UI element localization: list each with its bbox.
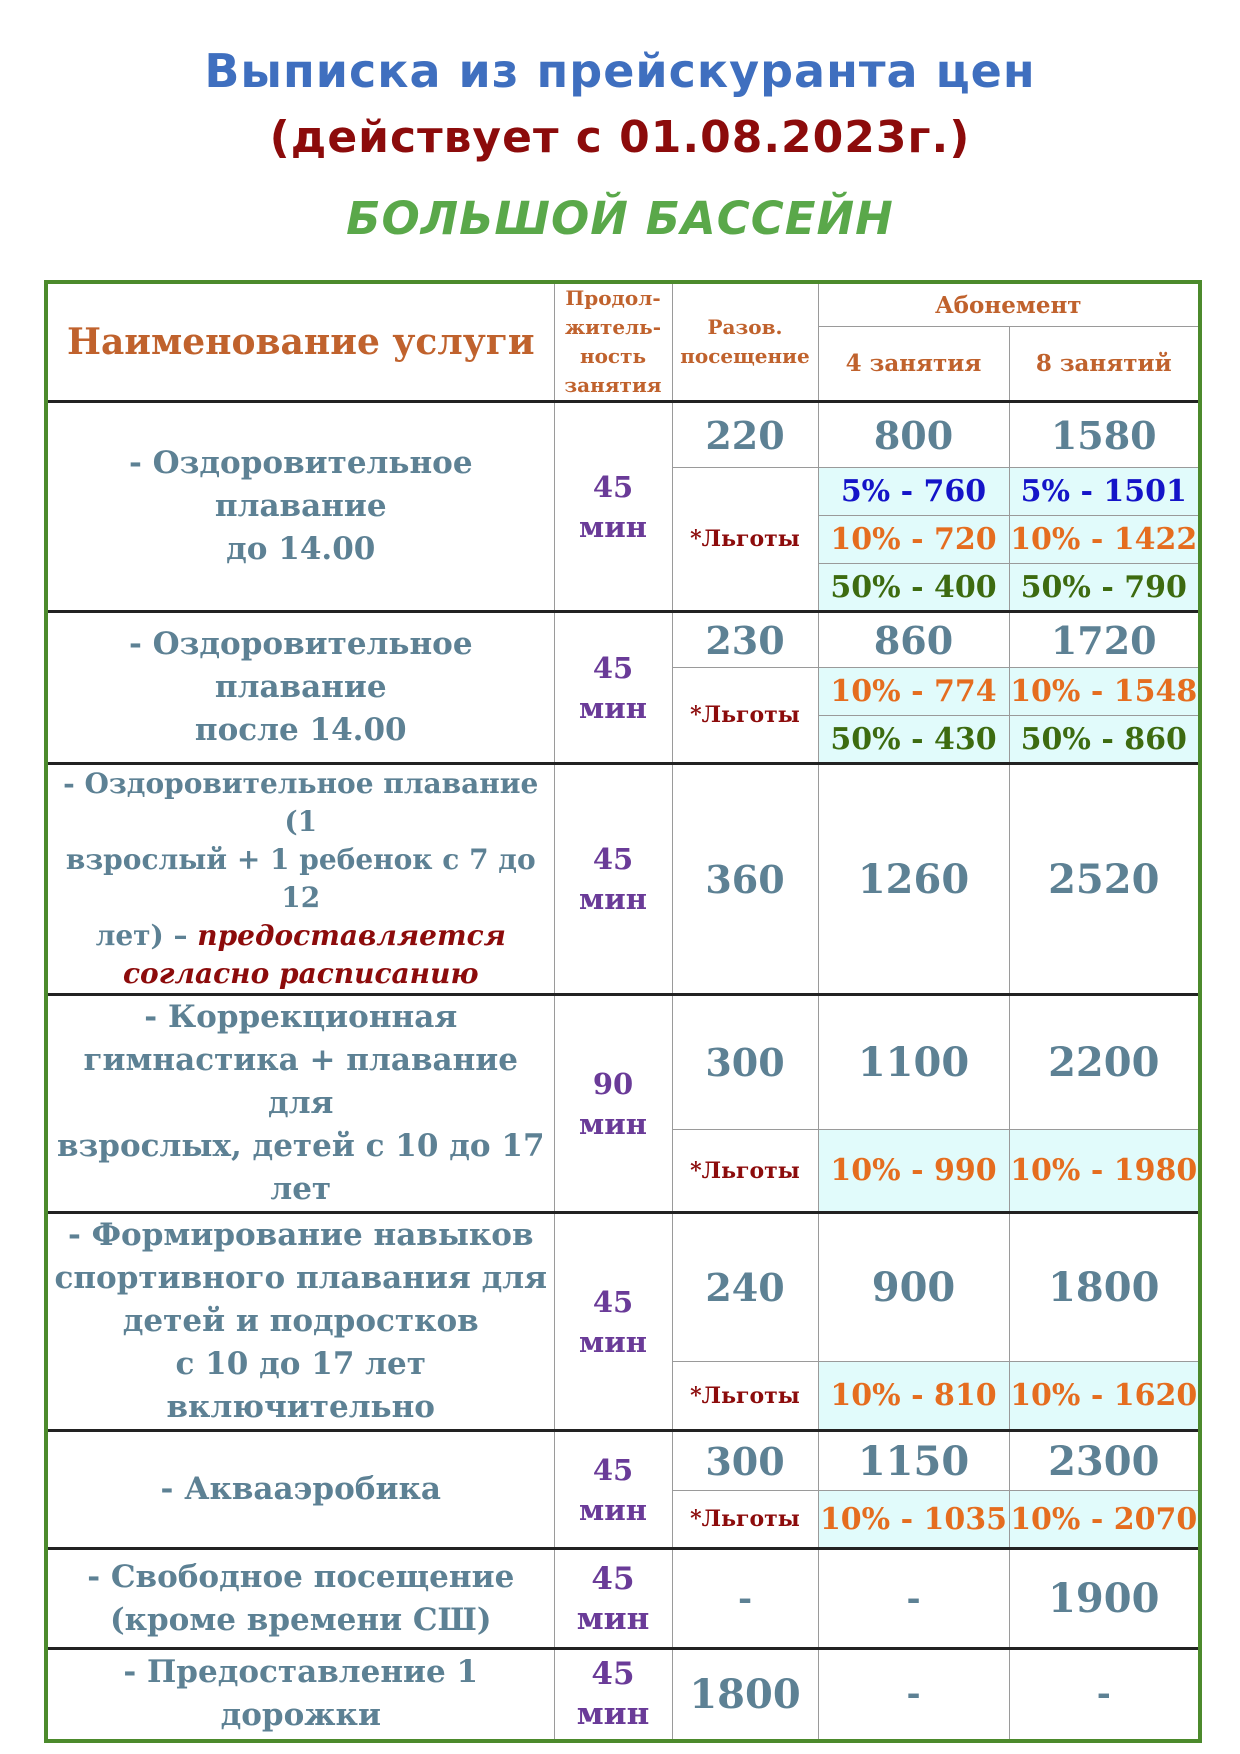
service-name-line: - Предоставление 1 дорожки <box>123 1654 479 1734</box>
discount-percent: 10% <box>830 1153 901 1189</box>
sub4-price: 860 <box>818 612 1009 668</box>
table-row <box>46 612 1200 668</box>
duration-value: 45 <box>592 650 634 685</box>
discount-percent: 10% <box>1010 522 1081 557</box>
discount-price: 720 <box>933 522 997 557</box>
discount-percent: 10% <box>830 1378 901 1414</box>
service-name-line: взрослый + 1 ребенок с 7 до 12 <box>65 843 536 914</box>
duration-value: 45 <box>591 1656 635 1693</box>
table-row <box>46 1649 1200 1741</box>
header-single-visit <box>672 282 818 402</box>
schedule-note: согласно расписанию <box>123 957 479 990</box>
discount-sub4: 10% - 720 <box>818 516 1009 564</box>
service-name-line: с 10 до 17 лет включительно <box>166 1346 435 1425</box>
service-name-line: лет <box>270 1171 332 1207</box>
discount-sub4: 10% - 990 <box>818 1130 1009 1213</box>
discount-percent: 50% <box>1020 721 1091 757</box>
service-name <box>46 1549 554 1649</box>
service-name-line: взрослых, детей с 10 до 17 <box>56 1128 545 1164</box>
discount-price: 790 <box>1124 569 1187 605</box>
service-name-line: гимнастика + плавание для <box>83 1042 518 1121</box>
single-price: 1800 <box>672 1649 818 1741</box>
header-duration-line: ность <box>579 344 647 368</box>
discount-sub4: 50% - 430 <box>818 716 1009 764</box>
service-duration <box>554 764 672 995</box>
discount-price: 1422 <box>1113 522 1198 557</box>
table-row <box>46 1431 1200 1491</box>
header-duration-line: житель- <box>564 315 662 339</box>
duration-value: 45 <box>592 1452 634 1487</box>
header-sub4: 4 занятия <box>818 327 1009 402</box>
header-single-line: Разов. <box>707 315 783 339</box>
service-name-line: - Коррекционная <box>144 999 458 1035</box>
discount-sub8: 10% - 1422 <box>1009 516 1200 564</box>
service-name-line: - Свободное посещение <box>87 1558 515 1595</box>
duration-value: 45 <box>592 469 634 504</box>
service-name <box>46 995 554 1213</box>
service-name-line: - Оздоровительное плавание (1 <box>63 767 539 838</box>
service-name <box>46 402 554 612</box>
duration-unit: мин <box>576 1696 650 1733</box>
single-price: 360 <box>672 764 818 995</box>
discount-price: 400 <box>933 569 997 605</box>
service-name <box>46 1431 554 1549</box>
discount-price: 1548 <box>1113 674 1198 709</box>
header-duration-line: занятия <box>564 373 662 397</box>
service-duration <box>554 995 672 1213</box>
page-title: Выписка из прейскуранта цен <box>204 44 1036 98</box>
discount-percent: 50% <box>1020 569 1091 605</box>
discount-price: 2070 <box>1113 1501 1198 1537</box>
effective-date: (действует с 01.08.2023г.) <box>269 112 971 163</box>
discount-sub4: 50% - 400 <box>818 564 1009 612</box>
header-single-line: посещение <box>680 344 810 368</box>
sub8-price: - <box>1009 1649 1200 1741</box>
sub4-price: - <box>818 1549 1009 1649</box>
discount-price: 1035 <box>923 1501 1008 1537</box>
service-duration <box>554 1431 672 1549</box>
table-row <box>46 1549 1200 1649</box>
discount-sub8: 10% - 1620 <box>1009 1362 1200 1431</box>
sub4-price: 900 <box>818 1213 1009 1362</box>
discount-price: 430 <box>933 721 997 757</box>
discount-price: 990 <box>933 1153 997 1189</box>
single-price: 300 <box>672 1431 818 1491</box>
header-sub8: 8 занятий <box>1009 327 1200 402</box>
service-name <box>46 764 554 995</box>
discount-sub4: 5% - 760 <box>818 468 1009 516</box>
discount-sub8: 10% - 1548 <box>1009 668 1200 716</box>
single-price: 240 <box>672 1213 818 1362</box>
service-name-line: лет) – <box>95 919 188 952</box>
sub8-price: 2520 <box>1009 764 1200 995</box>
price-table <box>44 280 1202 1743</box>
duration-unit: мин <box>579 1324 647 1359</box>
discount-sub4: 10% - 810 <box>818 1362 1009 1431</box>
discount-percent: 5% <box>840 474 891 509</box>
service-duration <box>554 1549 672 1649</box>
duration-value: 45 <box>592 842 634 876</box>
discount-percent: 10% <box>1010 1378 1081 1414</box>
discount-sub8: 5% - 1501 <box>1009 468 1200 516</box>
discount-sub4: 10% - 774 <box>818 668 1009 716</box>
duration-unit: мин <box>576 1600 650 1637</box>
service-name-line: - Оздоровительное плавание <box>128 445 473 524</box>
discount-price: 1980 <box>1113 1153 1198 1189</box>
discount-price: 774 <box>933 674 997 709</box>
discount-sub8: 10% - 1980 <box>1009 1130 1200 1213</box>
service-name-line: до 14.00 <box>226 531 376 567</box>
header-subscription: Абонемент <box>818 282 1200 327</box>
discount-percent: 10% <box>1010 674 1081 709</box>
service-duration <box>554 612 672 764</box>
benefits-label: *Льготы <box>672 1491 818 1549</box>
single-price: 300 <box>672 995 818 1130</box>
service-name-line: - Оздоровительное плавание <box>128 626 473 705</box>
schedule-note: предоставляется <box>197 919 506 952</box>
benefits-label: *Льготы <box>672 468 818 612</box>
discount-percent: 10% <box>819 1501 891 1537</box>
duration-unit: мин <box>579 1492 647 1527</box>
discount-price: 810 <box>933 1378 997 1414</box>
sub8-price: 1720 <box>1009 612 1200 668</box>
service-name-line: (кроме времени СШ) <box>109 1601 492 1638</box>
sub4-price: 800 <box>818 402 1009 468</box>
discount-percent: 5% <box>1020 474 1071 509</box>
service-name <box>46 612 554 764</box>
discount-sub8: 10% - 2070 <box>1009 1491 1200 1549</box>
discount-price: 1620 <box>1113 1378 1198 1414</box>
service-name <box>46 1213 554 1431</box>
header-duration <box>554 282 672 402</box>
service-duration <box>554 1649 672 1741</box>
table-row <box>46 402 1200 468</box>
pool-name: БОЛЬШОЙ БАССЕЙН <box>346 192 894 245</box>
sub8-price: 1900 <box>1009 1549 1200 1649</box>
single-price: - <box>672 1549 818 1649</box>
sub8-price: 1580 <box>1009 402 1200 468</box>
discount-sub8: 50% - 790 <box>1009 564 1200 612</box>
discount-percent: 50% <box>830 569 901 605</box>
benefits-label: *Льготы <box>672 1130 818 1213</box>
duration-unit: мин <box>579 1106 647 1141</box>
benefits-label: *Льготы <box>672 1362 818 1431</box>
single-price: 220 <box>672 402 818 468</box>
table-header-row <box>46 282 1200 327</box>
service-name <box>46 1649 554 1741</box>
discount-percent: 50% <box>830 721 901 757</box>
duration-unit: мин <box>579 882 647 916</box>
service-name-line: детей и подростков <box>122 1303 479 1339</box>
sub8-price: 1800 <box>1009 1213 1200 1362</box>
benefits-label: *Льготы <box>672 668 818 764</box>
discount-price: 760 <box>923 474 987 509</box>
table-row <box>46 764 1200 995</box>
sub4-price: 1150 <box>818 1431 1009 1491</box>
discount-sub8: 50% - 860 <box>1009 716 1200 764</box>
discount-percent: 10% <box>1010 1153 1081 1189</box>
service-name-line: после 14.00 <box>194 712 407 748</box>
service-duration <box>554 402 672 612</box>
discount-percent: 10% <box>1010 1501 1081 1537</box>
discount-sub4: 10% - 1035 <box>818 1491 1009 1549</box>
service-duration <box>554 1213 672 1431</box>
duration-unit: мин <box>579 690 647 725</box>
sub4-price: - <box>818 1649 1009 1741</box>
service-name-line: - Формирование навыков <box>67 1217 534 1253</box>
table-row <box>46 1213 1200 1362</box>
sub4-price: 1260 <box>818 764 1009 995</box>
header-duration-line: Продол- <box>565 286 661 310</box>
duration-value: 90 <box>592 1066 634 1101</box>
single-price: 230 <box>672 612 818 668</box>
duration-value: 45 <box>592 1284 634 1319</box>
sub8-price: 2200 <box>1009 995 1200 1130</box>
sub4-price: 1100 <box>818 995 1009 1130</box>
discount-price: 1501 <box>1103 474 1187 509</box>
duration-unit: мин <box>579 509 647 544</box>
duration-value: 45 <box>591 1560 635 1597</box>
header-service-name: Наименование услуги <box>46 282 554 402</box>
discount-percent: 10% <box>830 674 901 709</box>
discount-percent: 10% <box>830 522 901 557</box>
table-row <box>46 995 1200 1130</box>
service-name-line: спортивного плавания для <box>54 1260 548 1296</box>
sub8-price: 2300 <box>1009 1431 1200 1491</box>
discount-price: 860 <box>1124 721 1187 757</box>
service-name-line: - Аквааэробика <box>160 1471 441 1507</box>
